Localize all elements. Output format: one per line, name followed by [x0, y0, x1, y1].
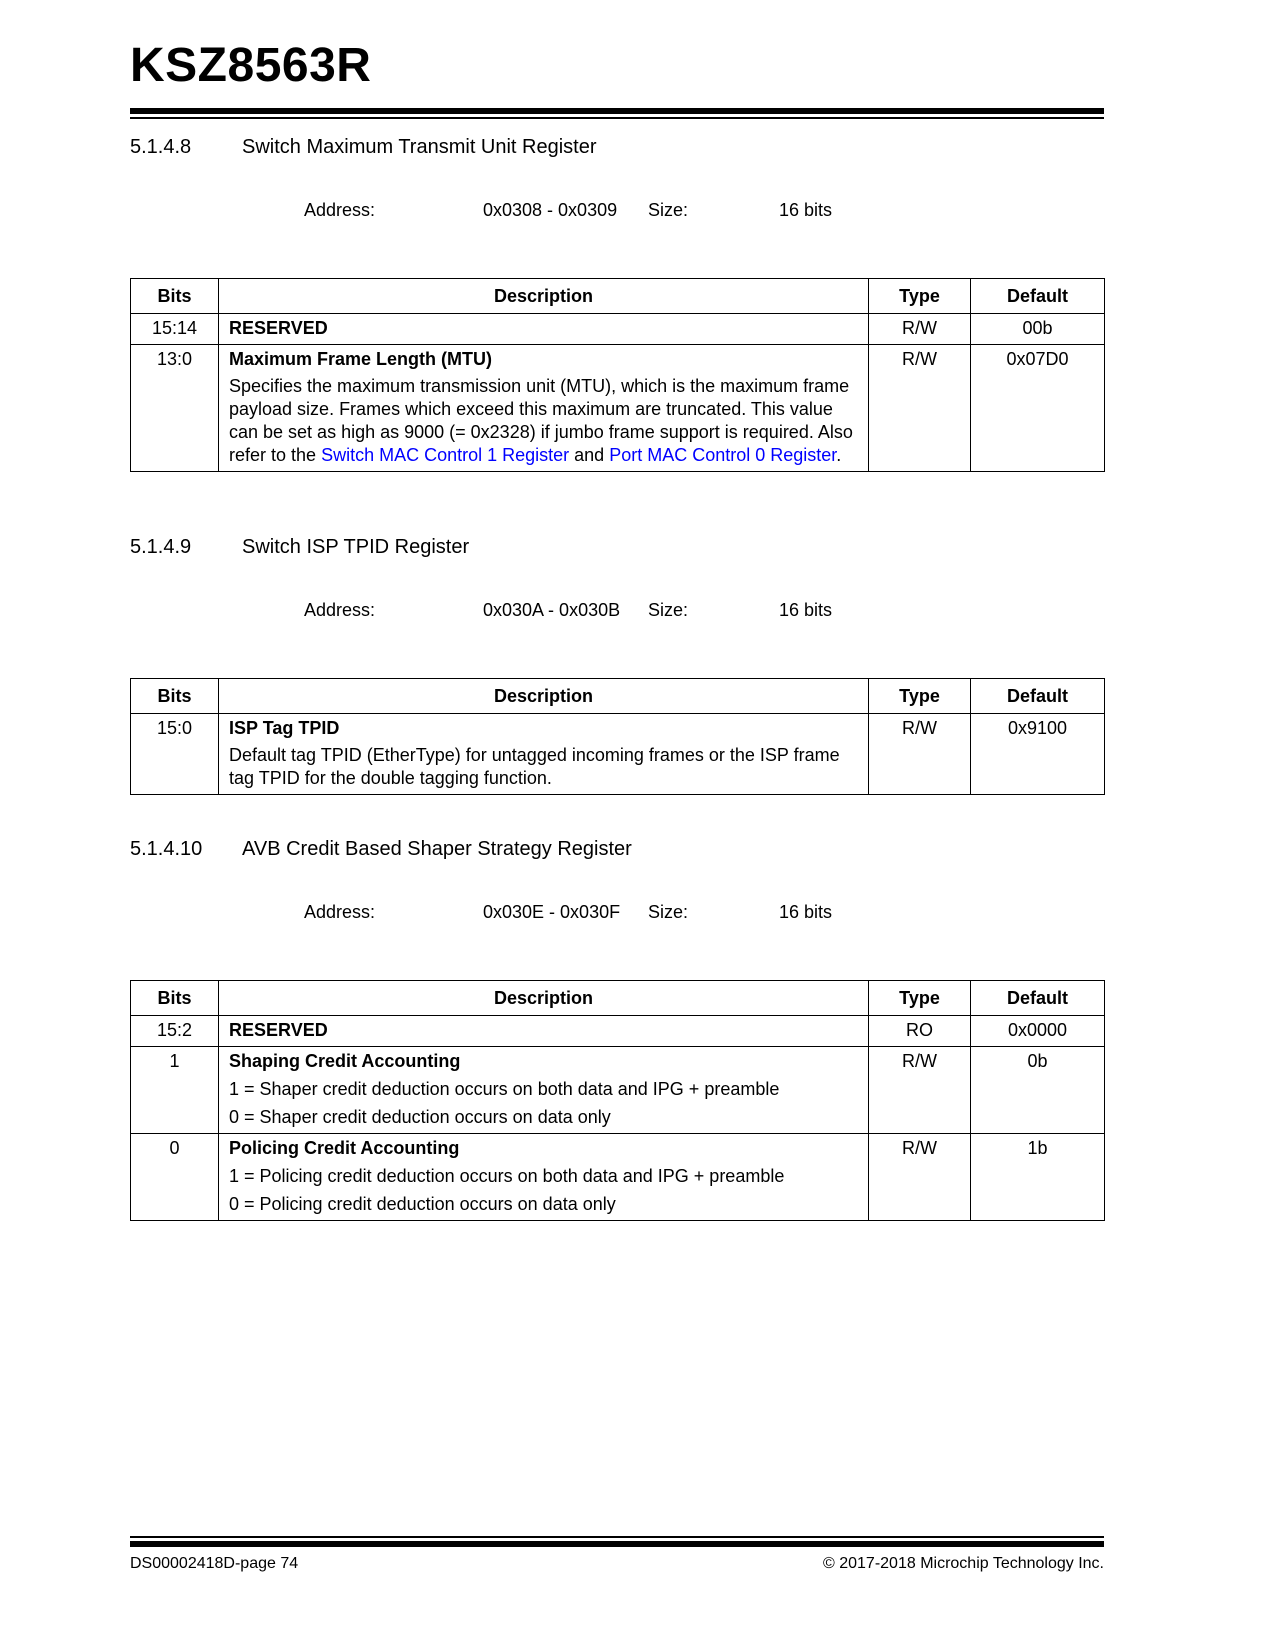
size-label: Size:: [648, 902, 689, 922]
section-number: 5.1.4.10: [130, 838, 203, 860]
field-description: [229, 376, 853, 465]
description-text: .: [836, 445, 842, 465]
size-label: Size:: [648, 200, 689, 220]
field-name: ISP Tag TPID: [229, 718, 340, 738]
section-number: 5.1.4.9: [130, 536, 192, 558]
default-cell: 0x9100: [971, 714, 1105, 795]
description-cell: [219, 314, 869, 345]
type-cell: R/W: [869, 314, 971, 345]
column-header-description: Description: [219, 279, 869, 314]
bits-cell: 15:0: [131, 714, 219, 795]
section-number: 5.1.4.8: [130, 136, 192, 158]
table-header-row: [131, 981, 1105, 1016]
description-cell: [219, 1016, 869, 1047]
bits-cell: 15:2: [131, 1016, 219, 1047]
description-cell: [219, 714, 869, 795]
bits-cell: 0: [131, 1134, 219, 1221]
column-header-bits: Bits: [131, 679, 219, 714]
bits-cell: 13:0: [131, 345, 219, 472]
address-value: 0x030E - 0x030F: [483, 902, 621, 922]
value-definition-0: 0 = Policing credit deduction occurs on data only: [229, 1194, 616, 1214]
link-port-mac-control-0[interactable]: Port MAC Control 0 Register: [609, 445, 837, 465]
column-header-bits: Bits: [131, 981, 219, 1016]
default-cell: 0x07D0: [971, 345, 1105, 472]
table-row: [131, 1047, 1105, 1134]
column-header-default: Default: [971, 679, 1105, 714]
table-row: [131, 314, 1105, 345]
register-table-mtu: [130, 278, 1105, 472]
type-cell: R/W: [869, 1047, 971, 1134]
size-value: 16 bits: [779, 600, 833, 620]
table-header-row: [131, 679, 1105, 714]
type-cell: R/W: [869, 1134, 971, 1221]
address-value: 0x0308 - 0x0309: [483, 200, 618, 220]
section-heading-mtu: [130, 136, 597, 159]
field-description: Default tag TPID (EtherType) for untagged incoming frames or the ISP frame tag TPID for the double tagging function.: [229, 745, 840, 788]
address-value: 0x030A - 0x030B: [483, 600, 621, 620]
value-definition-1: 1 = Policing credit deduction occurs on both data and IPG + preamble: [229, 1166, 785, 1186]
default-cell: 0b: [971, 1047, 1105, 1134]
field-name: Shaping Credit Accounting: [229, 1051, 461, 1071]
type-cell: RO: [869, 1016, 971, 1047]
address-label: Address:: [304, 200, 376, 220]
footer-copyright: © 2017-2018 Microchip Technology Inc.: [823, 1555, 1104, 1572]
type-cell: R/W: [869, 714, 971, 795]
description-text: Specifies the maximum transmission unit (MTU), which is the maximum frame payload size. Frames which exceed this maximum are truncated. This value can be set as high as 9000 (= 0x2328) if jumbo frame support is required. Also refer to the: [229, 376, 853, 465]
field-name: Maximum Frame Length (MTU): [229, 349, 493, 369]
column-header-type: Type: [869, 279, 971, 314]
default-cell: 1b: [971, 1134, 1105, 1221]
header-rule-thin: [130, 117, 1104, 119]
default-cell: 00b: [971, 314, 1105, 345]
section-title: AVB Credit Based Shaper Strategy Register: [242, 838, 632, 860]
field-name: RESERVED: [229, 318, 328, 338]
section-title: Switch ISP TPID Register: [242, 536, 470, 558]
table-header-row: [131, 279, 1105, 314]
bits-cell: 1: [131, 1047, 219, 1134]
default-cell: 0x0000: [971, 1016, 1105, 1047]
table-row: [131, 345, 1105, 472]
section-title: Switch Maximum Transmit Unit Register: [242, 136, 597, 158]
value-definition-1: 1 = Shaper credit deduction occurs on both data and IPG + preamble: [229, 1079, 780, 1099]
table-row: [131, 714, 1105, 795]
column-header-type: Type: [869, 981, 971, 1016]
description-text: and: [569, 445, 610, 465]
field-name: RESERVED: [229, 1020, 328, 1040]
column-header-description: Description: [219, 981, 869, 1016]
footer-doc-id: DS00002418D-page 74: [130, 1555, 299, 1572]
size-value: 16 bits: [779, 902, 833, 922]
description-cell: [219, 1047, 869, 1134]
register-table-isp-tpid: [130, 678, 1105, 795]
link-switch-mac-control-1[interactable]: Switch MAC Control 1 Register: [321, 445, 570, 465]
size-value: 16 bits: [779, 200, 833, 220]
type-cell: R/W: [869, 345, 971, 472]
document-title: KSZ8563R: [130, 39, 372, 92]
section-heading-avb-cbs: [130, 838, 632, 861]
description-cell: [219, 1134, 869, 1221]
footer-rule-thin: [130, 1536, 1104, 1538]
column-header-default: Default: [971, 981, 1105, 1016]
section-heading-isp-tpid: [130, 536, 469, 559]
bits-cell: 15:14: [131, 314, 219, 345]
column-header-type: Type: [869, 679, 971, 714]
footer-rule-thick: [130, 1541, 1104, 1547]
address-line-avb-cbs: [0, 902, 974, 926]
address-label: Address:: [304, 902, 376, 922]
register-table-avb-cbs: [130, 980, 1105, 1221]
description-cell: [219, 345, 869, 472]
field-name: Policing Credit Accounting: [229, 1138, 460, 1158]
table-row: [131, 1016, 1105, 1047]
column-header-description: Description: [219, 679, 869, 714]
header-rule-thick: [130, 108, 1104, 114]
address-line-isp-tpid: [0, 600, 974, 624]
column-header-bits: Bits: [131, 279, 219, 314]
size-label: Size:: [648, 600, 689, 620]
address-label: Address:: [304, 600, 376, 620]
column-header-default: Default: [971, 279, 1105, 314]
table-row: [131, 1134, 1105, 1221]
value-definition-0: 0 = Shaper credit deduction occurs on data only: [229, 1107, 611, 1127]
address-line-mtu: [0, 200, 974, 224]
